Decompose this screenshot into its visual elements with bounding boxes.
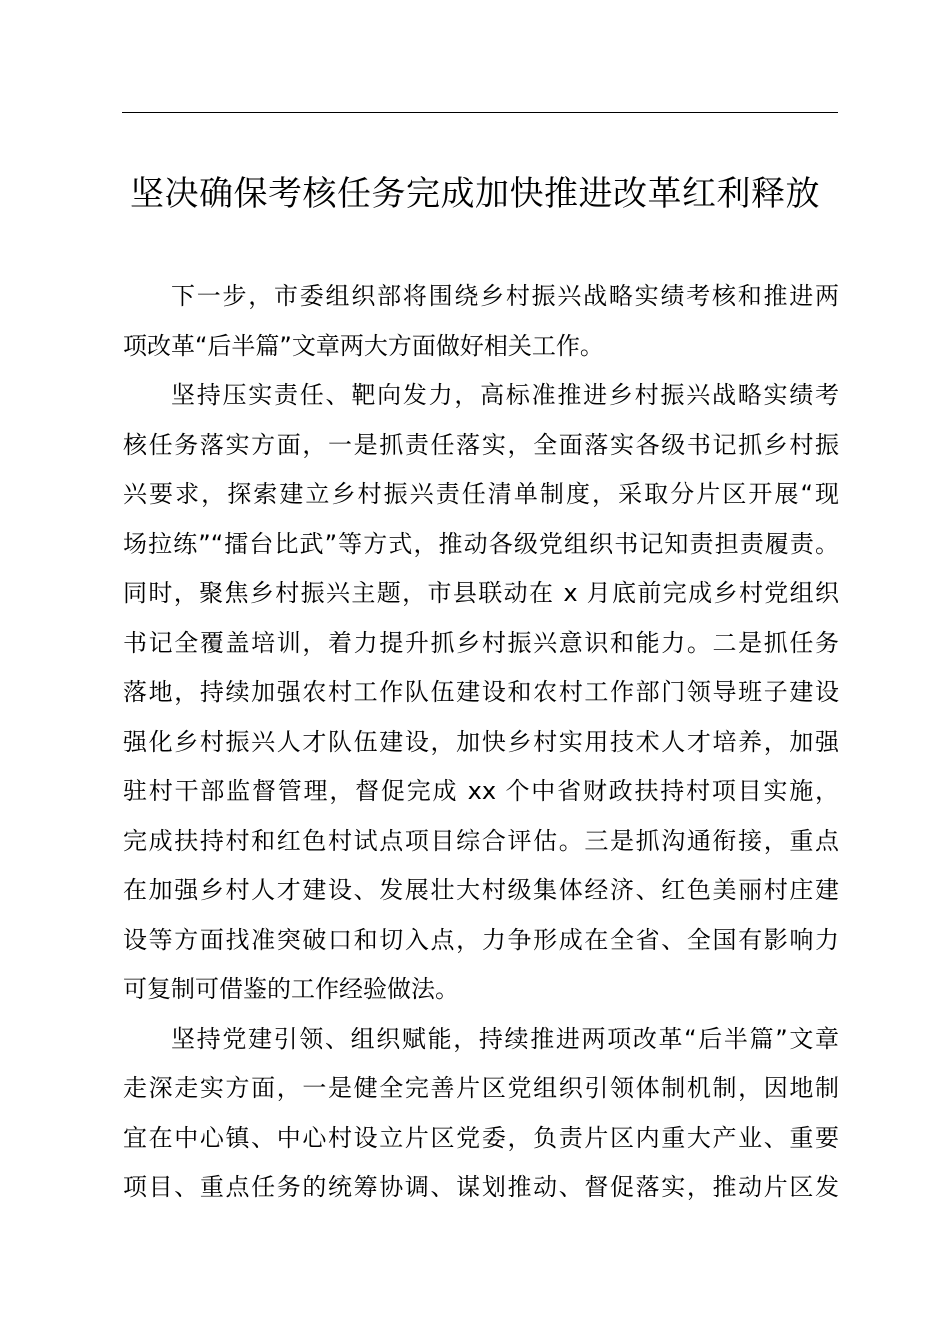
text-line: 宜在中心镇、中心村设立片区党委，负责片区内重大产业、重要 <box>123 1123 839 1152</box>
document-title: 坚决确保考核任务完成加快推进改革红利释放 <box>130 174 820 214</box>
paragraph-3 <box>123 1015 839 1213</box>
text-line: 驻村干部监督管理，督促完成 xx 个中省财政扶持村项目实施， <box>123 777 839 805</box>
text-line: 项改革“后半篇”文章两大方面做好相关工作。 <box>123 331 604 360</box>
text-line: 场拉练”“擂台比武”等方式，推动各级党组织书记知责担责履责。 <box>123 529 839 558</box>
paragraph-2 <box>123 371 839 1015</box>
text-line: 走深走实方面，一是健全完善片区党组织引领体制机制，因地制 <box>123 1074 839 1102</box>
text-line: 强化乡村振兴人才队伍建设，加快乡村实用技术人才培养，加强 <box>123 727 839 756</box>
text-line: 同时，聚焦乡村振兴主题，市县联动在 x 月底前完成乡村党组织 <box>123 579 839 607</box>
text-line: 项目、重点任务的统筹协调、谋划推动、督促落实，推动片区发 <box>123 1173 839 1201</box>
text-line: 在加强乡村人才建设、发展壮大村级集体经济、红色美丽村庄建 <box>123 876 839 904</box>
paragraph-1 <box>123 272 839 371</box>
text-line: 兴要求，探索建立乡村振兴责任清单制度，采取分片区开展“现 <box>123 480 839 508</box>
text-line: 书记全覆盖培训，着力提升抓乡村振兴意识和能力。二是抓任务 <box>123 628 839 657</box>
text-line: 核任务落实方面，一是抓责任落实，全面落实各级书记抓乡村振 <box>123 430 839 459</box>
text-line: 下一步，市委组织部将围绕乡村振兴战略实绩考核和推进两 <box>171 282 839 310</box>
text-line: 落地，持续加强农村工作队伍建设和农村工作部门领导班子建设 <box>123 678 839 706</box>
text-line: 坚持压实责任、靶向发力，高标准推进乡村振兴战略实绩考 <box>171 381 839 409</box>
text-line: 设等方面找准突破口和切入点，力争形成在全省、全国有影响力 <box>123 925 839 954</box>
text-line: 完成扶持村和红色村试点项目综合评估。三是抓沟通衔接，重点 <box>123 826 839 855</box>
text-line: 坚持党建引领、组织赋能，持续推进两项改革“后半篇”文章 <box>171 1024 839 1053</box>
header-rule <box>122 112 838 113</box>
document-body <box>123 272 839 1213</box>
text-line: 可复制可借鉴的工作经验做法。 <box>123 975 459 1003</box>
